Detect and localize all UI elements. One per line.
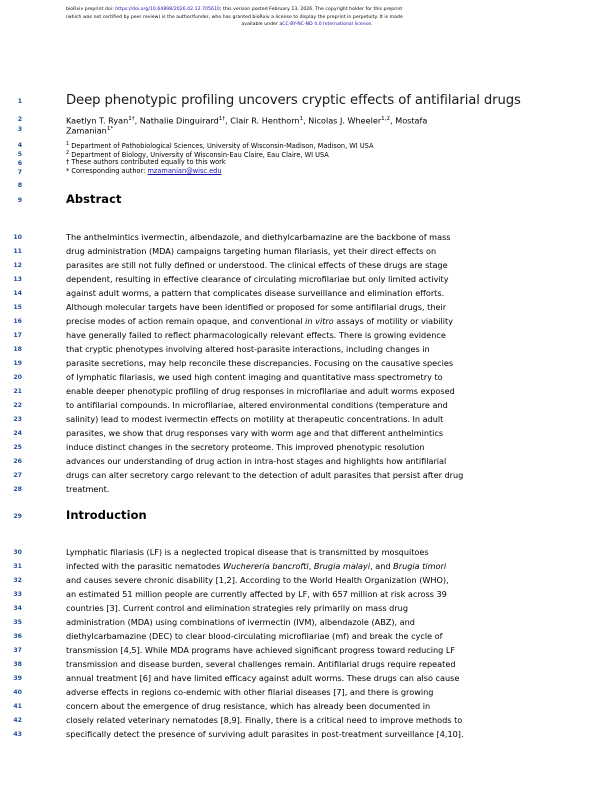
line-number: 8: [17, 181, 22, 189]
introduction-line-text: closely related veterinary nematodes [8,9]. Finally, there is a critical need to improve methods to: [66, 715, 463, 725]
abstract-line-text: enable deeper phenotypic profiling of drug responses in microfilariae and adult worms exposed: [66, 386, 455, 396]
line-number: 11: [13, 247, 22, 255]
line-number: 24: [13, 429, 22, 437]
paper-title-text: Deep phenotypic profiling uncovers cryptic effects of antifilarial drugs: [66, 93, 521, 108]
line-number: 18: [13, 345, 22, 353]
banner-line-license: [66, 21, 548, 29]
line-number: 17: [13, 331, 22, 339]
banner-license-suffix: .: [370, 22, 373, 28]
introduction-line-text: an estimated 51 million people are currently affected by LF, with 657 million at risk across 39: [66, 589, 447, 599]
abstract-line-text: against adult worms, a pattern that complicates disease surveillance and elimination efforts.: [66, 288, 445, 298]
line-number: 19: [13, 359, 22, 367]
abstract-line-text: dependent, resulting in effective clearance of circulating microfilariae but only limited activity: [66, 274, 449, 284]
introduction-line-text: countries [3]. Current control and elimination strategies rely primarily on mass drug: [66, 603, 408, 613]
line-number: 2: [17, 115, 22, 123]
introduction-line-text: diethylcarbamazine (DEC) to clear blood-circulating microfilariae (mf) and break the cycle of: [66, 631, 443, 641]
line-number: 4: [17, 141, 22, 149]
line-number: 28: [13, 485, 22, 493]
section-heading-abstract-text: Abstract: [66, 192, 122, 206]
abstract-line-text: of lymphatic filariasis, we used high content imaging and quantitative mass spectrometry to: [66, 372, 443, 382]
introduction-line-text: and causes severe chronic disability [1,2]. According to the World Health Organization (WHO),: [66, 575, 449, 585]
line-number: 16: [13, 317, 22, 325]
line-number: 6: [17, 159, 22, 167]
cc-license-link[interactable]: CC-BY-NC-ND 4.0 International license: [282, 22, 371, 28]
line-number: 37: [13, 646, 22, 654]
introduction-line-text: transmission [4,5]. While MDA programs have achieved significant progress toward reducing LF: [66, 645, 456, 655]
abstract-line-text: to antifilarial compounds. In microfilariae, altered environmental conditions (temperature and: [66, 400, 448, 410]
line-number: 42: [13, 716, 22, 724]
affiliation-1-text: $^1$ Department of Pathobiological Sciences, University of Wisconsin-Madison, Madison, WI USA: [66, 141, 374, 151]
introduction-line-text: annual treatment [6] and have limited efficacy against adult worms. These drugs can also cause: [66, 673, 460, 683]
abstract-line-text: salinity) lead to modest ivermectin effects on motility at therapeutic concentrations. In adult: [66, 414, 444, 424]
introduction-line-text: specifically detect the presence of surviving adult parasites in post-treatment surveillance [4,10].: [66, 729, 464, 739]
line-number: 31: [13, 562, 22, 570]
line-number: 9: [17, 197, 22, 204]
line-number: 21: [13, 387, 22, 395]
line-number: 34: [13, 604, 22, 612]
abstract-line-text: parasites, we show that drug responses vary with worm age and that different anthelmintics: [66, 428, 444, 438]
line-number: 7: [17, 168, 22, 176]
abstract-line-text: parasites are still not fully defined or understood. The clinical effects of these drugs are stage: [66, 260, 448, 270]
line-number: 30: [13, 548, 22, 556]
introduction-line-text: transmission and disease burden, several challenges remain. Antifilarial drugs require repeated: [66, 659, 456, 669]
line-number: 26: [13, 457, 22, 465]
line-number: 15: [13, 303, 22, 311]
abstract-line-text: parasite secretions, may help reconcile these discrepancies. Focusing on the causative species: [66, 358, 454, 368]
introduction-line-text: concern about the emergence of drug resistance, which has already been documented in: [66, 701, 431, 711]
line-number: 13: [13, 275, 22, 283]
abstract-line-text: The anthelmintics ivermectin, albendazole, and diethylcarbamazine are the backbone of mass: [66, 232, 451, 242]
banner-doi-prefix: bioRxiv preprint doi:: [66, 7, 116, 12]
line-number: 35: [13, 618, 22, 626]
line-number: 20: [13, 373, 22, 381]
introduction-line-text: Lymphatic filariasis (LF) is a neglected tropical disease that is transmitted by mosquitoes: [66, 547, 429, 557]
introduction-line-text: infected with the parasitic nematodes Wuchereria bancrofti, Brugia malayi, and Brugia timori: [66, 561, 447, 571]
abstract-line-text: advances our understanding of drug action in intra-host stages and highlights how antifilarial: [66, 456, 447, 466]
equal-contribution-text: † These authors contributed equally to this work: [66, 158, 226, 166]
abstract-line-text: treatment.: [66, 484, 110, 494]
abstract-line-text: that cryptic phenotypes involving altered host-parasite interactions, including changes in: [66, 344, 430, 354]
introduction-line-text: administration (MDA) using combinations of ivermectin (IVM), albendazole (ABZ), and: [66, 617, 415, 627]
line-number: 39: [13, 674, 22, 682]
line-number: 41: [13, 702, 22, 710]
line-number: 10: [13, 233, 22, 241]
banner-license-prefix: available under a: [241, 22, 283, 28]
line-number: 14: [13, 289, 22, 297]
abstract-line-text: precise modes of action remain opaque, and conventional in vitro assays of motility or viability: [66, 316, 454, 326]
abstract-line-text: induce distinct changes in the secretory proteome. This improved phenotypic resolution: [66, 442, 425, 452]
doi-link[interactable]: https://doi.org/10.64898/2026.02.12.705610: [115, 7, 220, 12]
line-number: 3: [17, 125, 22, 133]
line-number: 40: [13, 688, 22, 696]
abstract-line-text: drug administration (MDA) campaigns targeting human filariasis, yet their direct effects on: [66, 246, 437, 256]
line-number: 22: [13, 401, 22, 409]
abstract-line-text: Although molecular targets have been identified or proposed for some antifilarial drugs, their: [66, 302, 447, 312]
banner-doi-suffix: ; this version posted February 13, 2026. The copyright holder for this preprint: [219, 7, 403, 12]
author-names-cont: Zamanian$^{1*}$: [66, 125, 114, 136]
line-number: 25: [13, 443, 22, 451]
line-number: 12: [13, 261, 22, 269]
introduction-line-text: adverse effects in regions co-endemic with other filarial diseases [7], and there is growing: [66, 687, 434, 697]
line-number: 5: [17, 150, 22, 158]
line-number: 29: [13, 513, 22, 520]
banner-line-peer-review: (which was not certified by peer review) is the author/funder, who has granted bioRxiv a license to display the preprint in perpetuity. It is made: [66, 14, 403, 20]
abstract-line-text: have generally failed to reflect pharmacologically relevant effects. There is growing evidence: [66, 330, 446, 340]
line-number: 38: [13, 660, 22, 668]
banner-line-doi: [66, 6, 548, 14]
line-number: 32: [13, 576, 22, 584]
author-names: Kaetlyn T. Ryan$^{1\dagger}$, Nathalie Dinguirard$^{1\dagger}$, Clair R. Henthorn$^1$, Nicolas J. Wheeler$^{1,2}$, Mostafa: [66, 115, 428, 126]
line-number: 23: [13, 415, 22, 423]
line-number: 43: [13, 730, 22, 738]
line-number: 33: [13, 590, 22, 598]
affiliation-2-text: $^2$ Department of Biology, University of Wisconsin-Eau Claire, Eau Claire, WI USA: [66, 150, 329, 160]
biorxiv-preprint-banner: [66, 6, 548, 29]
corresponding-author-text: * Corresponding author: mzamanian@wisc.edu: [66, 167, 222, 175]
abstract-line-text: drugs can alter secretory cargo relevant to the detection of adult parasites that persist after drug: [66, 470, 464, 480]
line-number: 27: [13, 471, 22, 479]
corresponding-email-link[interactable]: mzamanian@wisc.edu: [147, 167, 222, 175]
line-number: 1: [17, 98, 22, 105]
line-number: 36: [13, 632, 22, 640]
section-heading-introduction-text: Introduction: [66, 508, 147, 522]
